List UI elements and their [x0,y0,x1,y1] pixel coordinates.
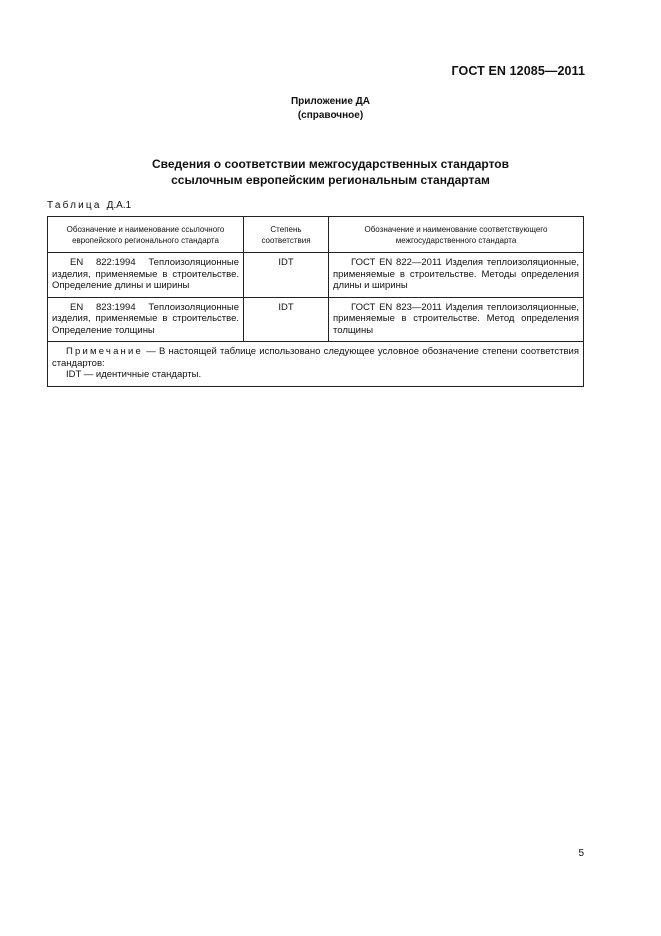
section-title-line-1: Сведения о соответствии межгосударственных стандартов [152,157,509,171]
table-label-number: Д.А.1 [106,200,132,211]
cell-european-standard: EN 822:1994 Теплоизоляционные изделия, применяемые в строительстве. Определение длины и ширины [48,253,244,298]
table-label-prefix: Таблица [47,200,102,211]
correspondence-table [47,216,584,387]
appendix-title: Приложение ДА [290,96,371,107]
note-body: — В настоящей таблице использовано следующее условное обозначение степени соответствия стандартов: [52,346,580,369]
cell-degree: IDT [244,297,329,342]
note-title: Примечание [66,346,143,357]
table-label [47,200,131,211]
table-row [48,253,584,298]
note-code-line: IDT — идентичные стандарты. [66,369,202,380]
page-number: 5 [578,848,584,859]
section-title [0,156,661,188]
table-header-row [48,217,584,253]
cell-interstate-standard: ГОСТ EN 822—2011 Изделия теплоизоляционные, применяемые в строительстве. Методы определения длины и ширины [329,253,584,298]
cell-degree: IDT [244,253,329,298]
appendix-heading [0,95,661,123]
cell-european-standard: EN 823:1994 Теплоизоляционные изделия, применяемые в строительстве. Определение толщины [48,297,244,342]
header-european-standard: Обозначение и наименование ссылочного европейского регионального стандарта [48,217,244,253]
cell-interstate-standard: ГОСТ EN 823—2011 Изделия теплоизоляционные, применяемые в строительстве. Метод определения толщины [329,297,584,342]
appendix-note: (справочное) [297,110,364,121]
header-degree: Степень соответствия [244,217,329,253]
table-note-row [48,342,584,387]
header-interstate-standard: Обозначение и наименование соответствующего межгосударственного стандарта [329,217,584,253]
document-code: ГОСТ EN 12085—2011 [451,64,585,78]
table-note [48,342,584,387]
note-text [52,346,579,369]
section-title-line-2: ссылочным европейским региональным стандартам [171,173,490,187]
table-row [48,297,584,342]
